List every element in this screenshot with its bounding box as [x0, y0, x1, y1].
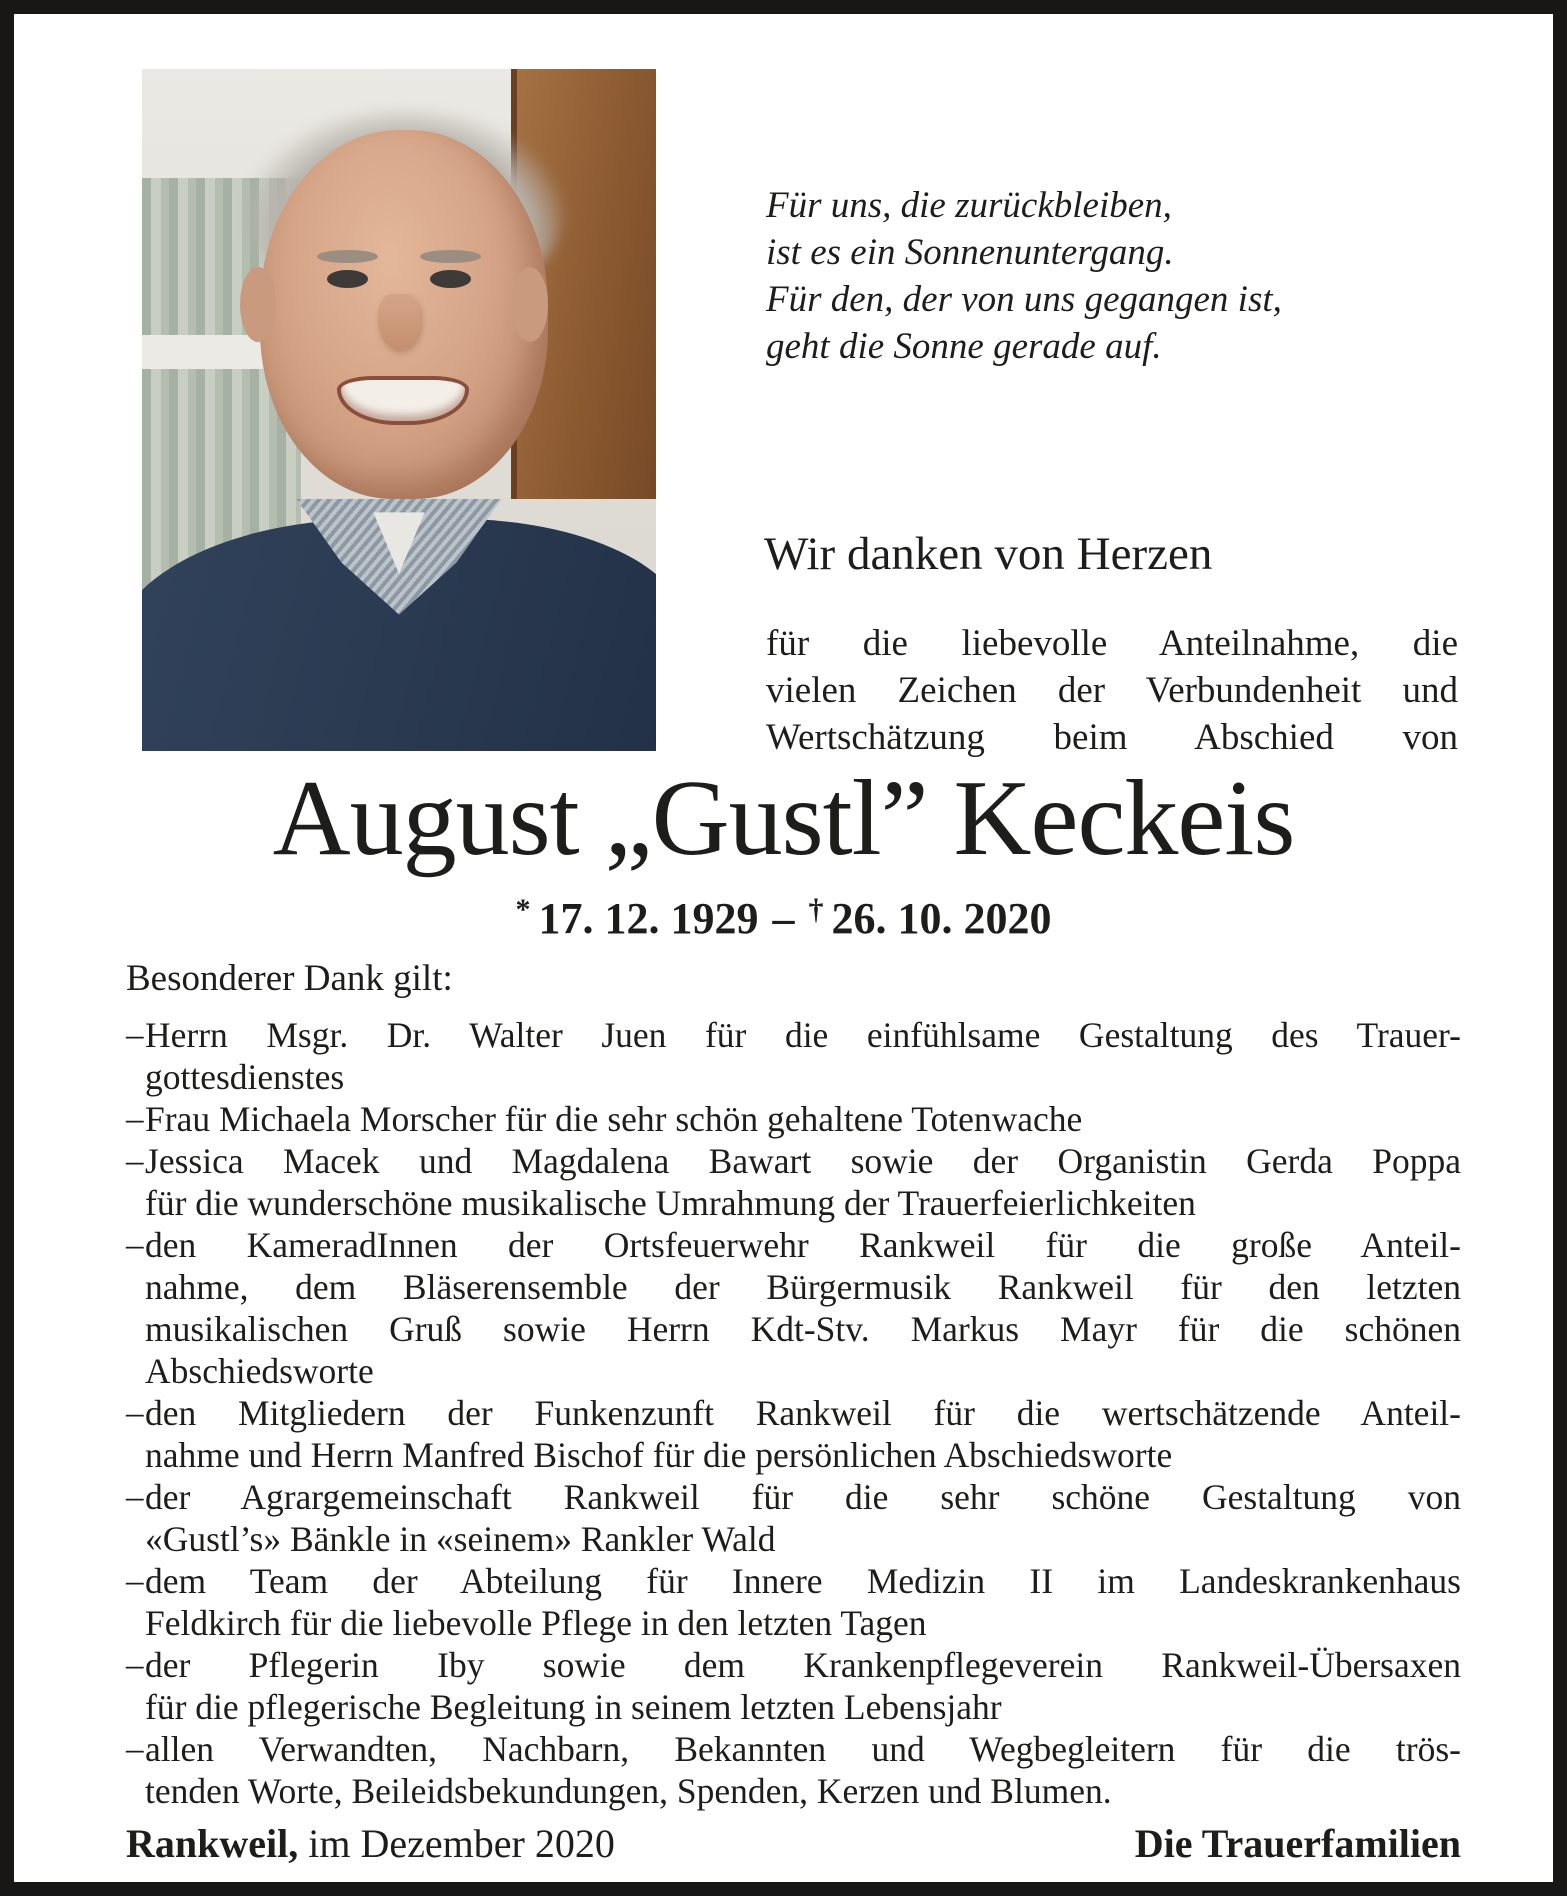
poem-line: geht die Sonne gerade auf.	[766, 326, 1162, 367]
thanks-list-item	[126, 1476, 1461, 1560]
thanks-list-item	[126, 1392, 1461, 1476]
bullet-dash: –	[126, 1477, 144, 1516]
signature: Die Trauerfamilien	[1134, 1821, 1461, 1866]
place-label: Rankweil,	[126, 1821, 299, 1866]
thanks-line: Herrn Msgr. Dr. Walter Juen für die einfühlsame Gestaltung des Trauer-	[145, 1015, 1461, 1055]
thanks-line: der Agrargemeinschaft Rankweil für die sehr schöne Gestaltung von	[145, 1477, 1461, 1517]
poem-line: Für uns, die zurückbleiben,	[766, 185, 1172, 226]
thanks-line: nahme und Herrn Manfred Bischof für die persönlichen Abschiedsworte	[145, 1435, 1173, 1475]
bullet-dash: –	[126, 1729, 144, 1768]
bullet-dash: –	[126, 1561, 144, 1600]
bullet-dash: –	[126, 1099, 144, 1138]
thanks-line: den Mitgliedern der Funkenzunft Rankweil für die wertschätzende Anteil-	[145, 1393, 1461, 1433]
eye-left	[327, 270, 368, 288]
bullet-dash: –	[126, 1645, 144, 1684]
intro-paragraph	[766, 620, 1458, 761]
intro-line: vielen Zeichen der Verbundenheit und	[766, 670, 1458, 711]
thanks-line: Jessica Macek und Magdalena Bawart sowie der Organistin Gerda Poppa	[145, 1141, 1461, 1181]
thanks-line: den KameradInnen der Ortsfeuerwehr Rankweil für die große Anteil-	[145, 1225, 1461, 1265]
thanks-line: dem Team der Abteilung für Innere Medizin II im Landeskrankenhaus	[145, 1561, 1461, 1601]
thanks-line: «Gustl’s» Bänkle in «seinem» Rankler Wald	[145, 1519, 776, 1559]
thanks-line: musikalischen Gruß sowie Herrn Kdt-Stv. Markus Mayr für die schönen	[145, 1309, 1461, 1349]
footer-row	[126, 1820, 1461, 1868]
intro-line: für die liebevolle Anteilnahme, die	[766, 623, 1458, 664]
eye-right	[430, 270, 471, 288]
death-cross-symbol: †	[808, 893, 824, 926]
thanks-list-item	[126, 1140, 1461, 1224]
life-dates	[14, 892, 1553, 946]
memorial-poem	[766, 182, 1426, 370]
thanks-list-item	[126, 1644, 1461, 1728]
thanks-line: für die pflegerische Begleitung in seinem letzten Lebensjahr	[145, 1687, 1002, 1727]
portrait-photo	[142, 69, 656, 751]
thanks-line: allen Verwandten, Nachbarn, Bekannten und Wegbegleitern für die trös-	[145, 1729, 1461, 1769]
deceased-name: August „Gustl” Keckeis	[272, 759, 1295, 878]
nose	[378, 294, 419, 349]
thanks-list-item	[126, 1560, 1461, 1644]
thanks-line: Abschiedsworte	[145, 1351, 374, 1391]
date-label: im Dezember 2020	[308, 1821, 615, 1866]
thanks-list-item	[126, 1728, 1461, 1812]
dates-separator: –	[772, 894, 795, 943]
poem-line: ist es ein Sonnenuntergang.	[766, 232, 1174, 273]
thanks-line: Frau Michaela Morscher für die sehr schön gehaltene Totenwache	[145, 1099, 1083, 1139]
bullet-dash: –	[126, 1393, 144, 1432]
place-and-date	[126, 1820, 615, 1868]
death-date: 26. 10. 2020	[831, 894, 1052, 943]
bullet-dash: –	[126, 1015, 144, 1054]
bullet-dash: –	[126, 1141, 144, 1180]
thanks-line: gottesdienstes	[145, 1057, 345, 1097]
intro-line: Wertschätzung beim Abschied von	[766, 717, 1458, 758]
birth-star-symbol: *	[515, 893, 531, 926]
birth-date: 17. 12. 1929	[538, 894, 759, 943]
thanks-heading: Besonderer Dank gilt:	[126, 958, 453, 999]
bullet-dash: –	[126, 1225, 144, 1264]
thanks-list	[126, 1014, 1461, 1812]
ear-right	[512, 267, 548, 342]
thanks-line: Feldkirch für die liebevolle Pflege in den letzten Tagen	[145, 1603, 927, 1643]
thanks-list-item	[126, 1014, 1461, 1098]
thanks-greeting: Wir danken von Herzen	[764, 528, 1213, 580]
thanks-line: für die wunderschöne musikalische Umrahmung der Trauerfeierlichkeiten	[145, 1183, 1196, 1223]
thanks-line: tenden Worte, Beileidsbekundungen, Spenden, Kerzen und Blumen.	[145, 1771, 1112, 1811]
ear-left	[240, 267, 276, 342]
thanks-line: nahme, dem Bläserensemble der Bürgermusik Rankweil für den letzten	[145, 1267, 1461, 1307]
thanks-line: der Pflegerin Iby sowie dem Krankenpflegeverein Rankweil-Übersaxen	[145, 1645, 1461, 1685]
poem-line: Für den, der von uns gegangen ist,	[766, 279, 1282, 320]
thanks-list-item	[126, 1098, 1461, 1140]
thanks-list-item	[126, 1224, 1461, 1392]
